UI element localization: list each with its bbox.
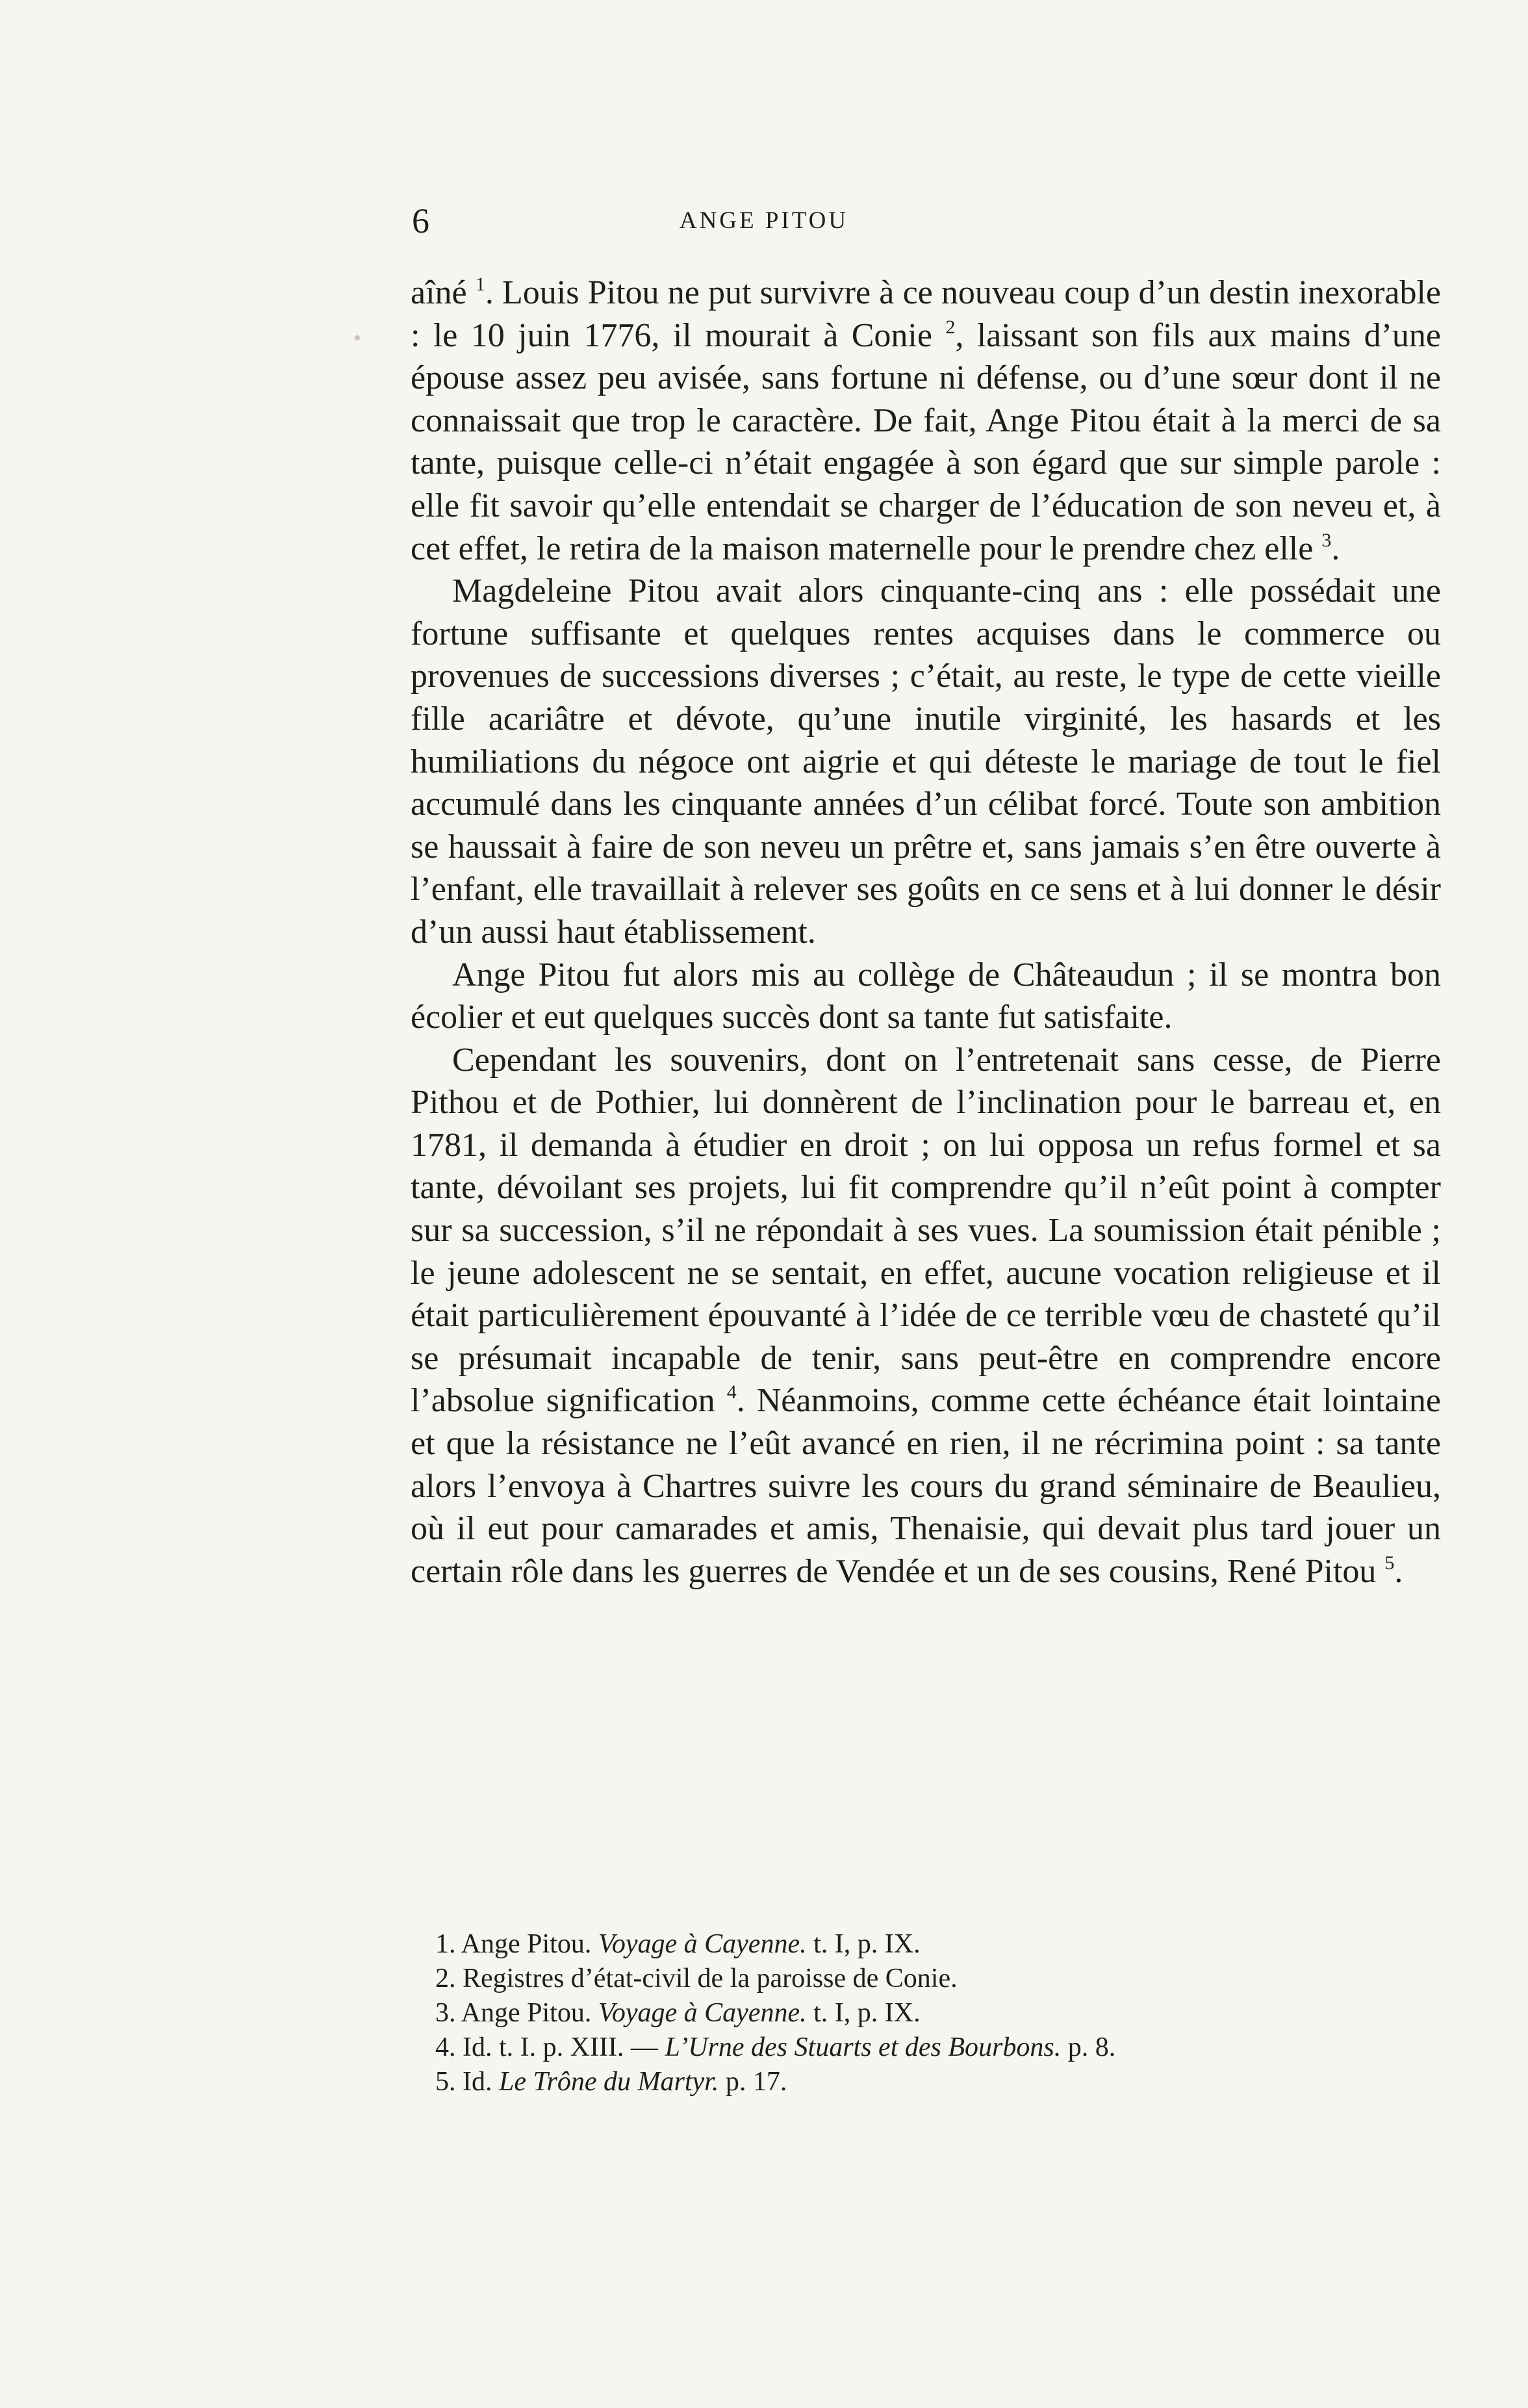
footnote xyxy=(435,2030,1423,2065)
footnote-text: 1. Ange Pitou. xyxy=(435,1929,598,1959)
footnote-title: Voyage à Cayenne. xyxy=(598,1998,807,2028)
footnote-text: 4. Id. t. I. p. XIII. — xyxy=(435,2032,665,2062)
footnote xyxy=(435,2065,1423,2099)
paragraph xyxy=(411,570,1441,953)
paragraph-text: . xyxy=(1331,530,1340,567)
paper-speck xyxy=(355,335,360,340)
footnote-text: 3. Ange Pitou. xyxy=(435,1998,598,2028)
footnote-text: 2. Registres d’état-civil de la paroisse de Conie. xyxy=(435,1964,958,1993)
footnote-text: p. 8. xyxy=(1061,2032,1116,2062)
footnote-reference: 2 xyxy=(945,316,956,338)
footnote-title: Voyage à Cayenne. xyxy=(598,1929,807,1959)
running-head: ANGE PITOU xyxy=(679,207,849,234)
footnote xyxy=(435,1996,1423,2030)
paragraph xyxy=(411,272,1441,570)
paragraph-text: Magdeleine Pitou avait alors cinquante-cinq ans : elle possédait une fortune suffisante et quelques rentes acquises dans le commerce ou provenues de successions diverses ; c’était, au reste, le type de cette vieille fille acariâtre et dévote, qu’une inutile virginité, les hasards et les humiliations du négoce ont aigrie et qui déteste le mariage de tout le fiel accumulé dans les cinquante années d’un célibat forcé. Toute son ambition se haussait à faire de son neveu un prêtre et, sans jamais s’en être ouverte à l’enfant, elle travaillait à relever ses goûts en ce sens et à lui donner le désir d’un aussi haut établissement. xyxy=(411,572,1441,951)
footnote-title: Le Trône du Martyr. xyxy=(499,2067,719,2097)
footnote-reference: 4 xyxy=(726,1381,737,1403)
paragraph xyxy=(411,1039,1441,1593)
footnote xyxy=(435,1927,1423,1962)
footnote-reference: 5 xyxy=(1384,1552,1395,1574)
paragraph-text: . Louis Pitou ne put survivre à ce nouveau coup d’un destin inexorable : le 10 juin 1776, il mourait à Conie xyxy=(411,274,1441,354)
footnote xyxy=(435,1962,1423,1996)
footnotes xyxy=(435,1927,1423,2099)
footnote-title: L’Urne des Stuarts et des Bourbons. xyxy=(665,2032,1062,2062)
footnote-text: t. I, p. IX. xyxy=(806,1998,921,2028)
footnote-reference: 3 xyxy=(1321,529,1332,551)
footnote-text: 5. Id. xyxy=(435,2067,499,2097)
body-text xyxy=(411,272,1441,1593)
paragraph-text: . Néanmoins, comme cette échéance était lointaine et que la résistance ne l’eût avancé en rien, il ne récrimina point : sa tante alors l’envoya à Chartres suivre les cours du grand séminaire de Beaulieu, où il eut pour camarades et amis, Thenaisie, qui devait plus tard jouer un certain rôle dans les guerres de Vendée et un de ses cousins, René Pitou xyxy=(411,1382,1442,1590)
paragraph-text: . xyxy=(1394,1552,1403,1590)
paragraph-text: aîné xyxy=(411,274,476,311)
paragraph-text: , laissant son fils aux mains d’une épouse assez peu avisée, sans fortune ni défense, ou d’une sœur dont il ne connaissait que trop le caractère. De fait, Ange Pitou était à la merci de sa tante, puisque celle-ci n’était engagée à son égard que sur simple parole : elle fit savoir qu’elle entendait se charger de l’éducation de son neveu et, à cet effet, le retira de la maison maternelle pour le prendre chez elle xyxy=(411,316,1441,567)
paragraph-text: Cependant les souvenirs, dont on l’entretenait sans cesse, de Pierre Pithou et de Pothier, lui donnèrent de l’inclination pour le barreau et, en 1781, il demanda à étudier en droit ; on lui opposa un refus formel et sa tante, dévoilant ses projets, lui fit comprendre qu’il n’eût point à compter sur sa succession, s’il ne répondait à ses vues. La soumission était pénible ; le jeune adolescent ne se sentait, en effet, aucune vocation religieuse et il était particulièrement épouvanté à l’idée de ce terrible vœu de chasteté qu’il se présumait incapable de tenir, sans peut-être en comprendre encore l’absolue signification xyxy=(411,1041,1441,1420)
paragraph-text: Ange Pitou fut alors mis au collège de Châteaudun ; il se montra bon écolier et eut quelques succès dont sa tante fut satisfaite. xyxy=(411,956,1441,1036)
page-header xyxy=(411,195,1117,247)
footnote-reference: 1 xyxy=(475,274,485,295)
footnote-text: p. 17. xyxy=(719,2067,787,2097)
page-number: 6 xyxy=(412,201,429,240)
footnote-text: t. I, p. IX. xyxy=(806,1929,921,1959)
paragraph xyxy=(411,954,1441,1039)
